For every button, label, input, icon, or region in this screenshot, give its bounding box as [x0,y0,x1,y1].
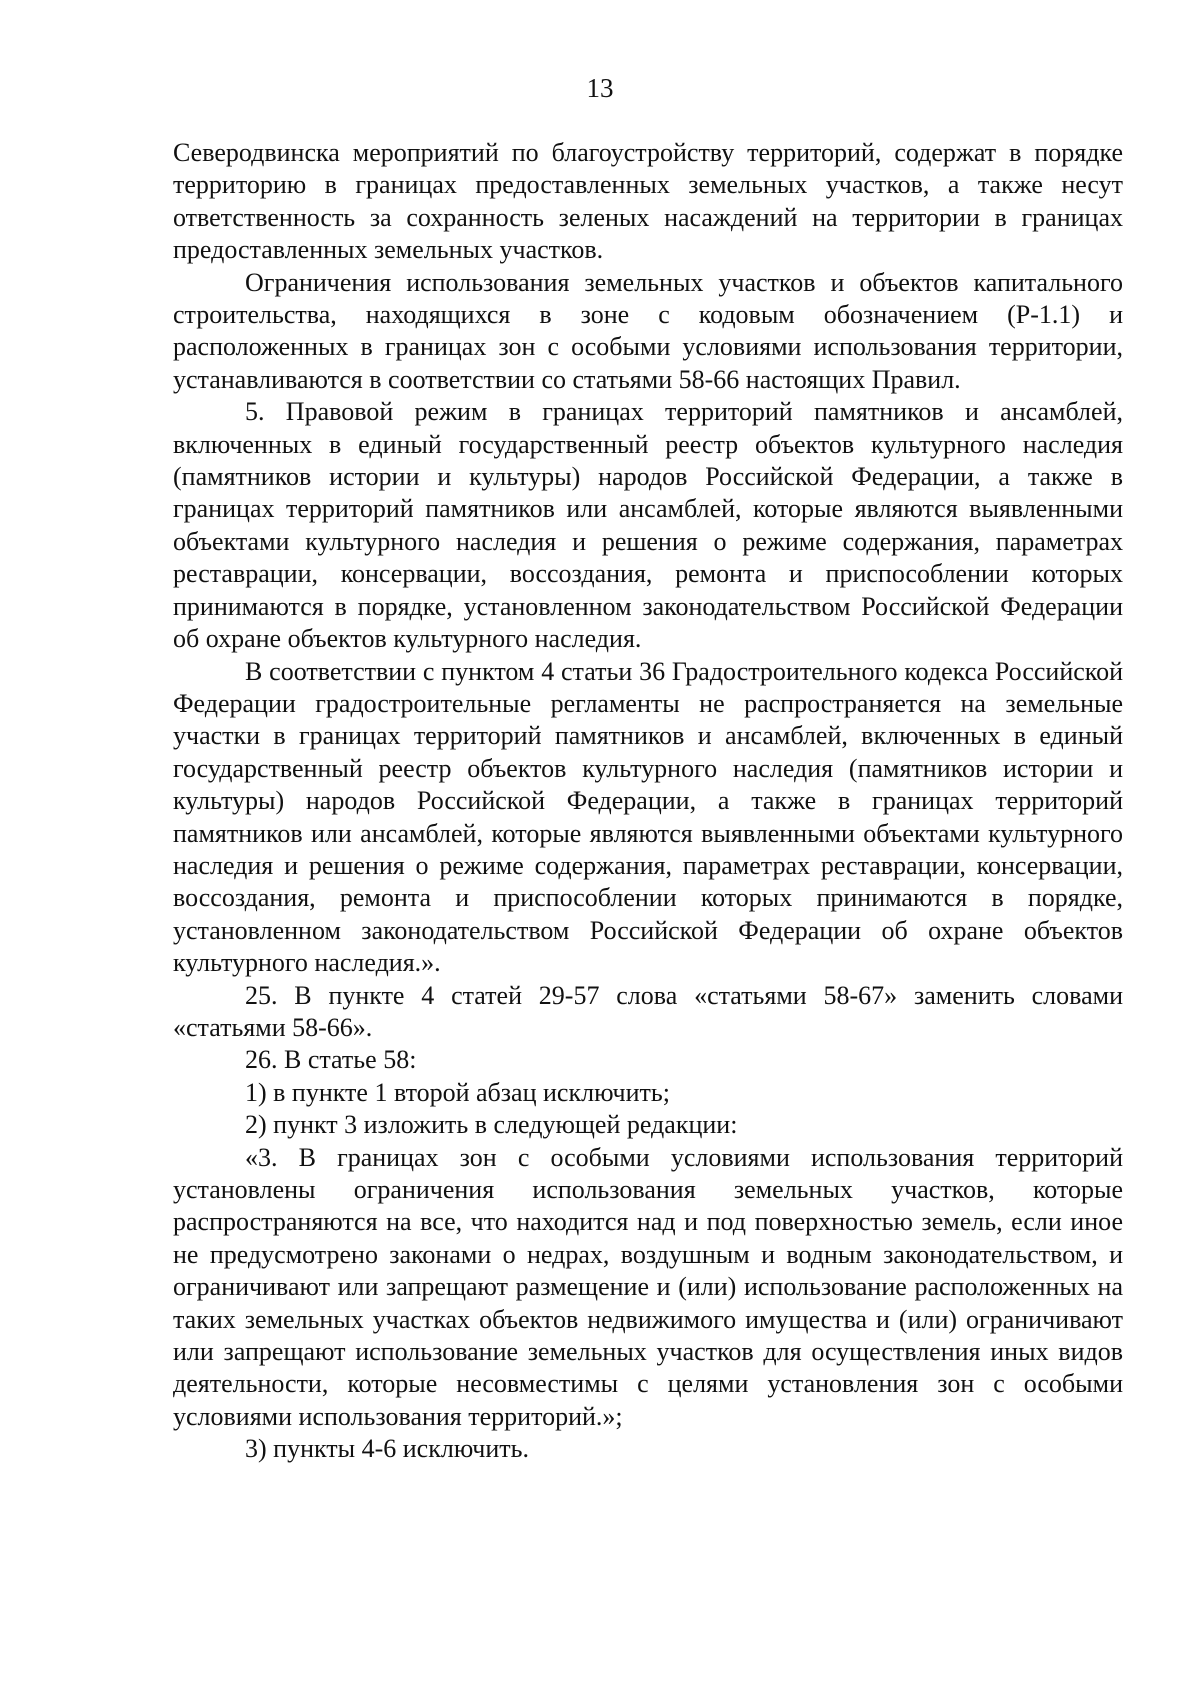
list-item-3: 3) пункты 4-6 исключить. [245,1434,529,1464]
list-item-1: 1) в пункте 1 второй абзац исключить; [245,1077,670,1107]
page-number: 13 [586,73,614,103]
paragraph-item-5: 5. Правовой режим в границах территорий памятников и ансамблей, включенных в единый государственный реестр объектов культурного наследия (памятников истории и культуры) народов Российской Федерации, а также в границах территорий памятников или ансамблей, которые являются выявленными объектами культурного наследия и решения о режиме содержания, параметрах реставрации, консервации, воссоздания, ремонта и приспособлении которых принимаются в порядке, установленном законодательством Российской Федерации об охране объектов культурного наследия. [173,397,1123,654]
paragraph-continuation: Северодвинска мероприятий по благоустройству территорий, содержат в порядке территорию в границах предоставленных земельных участков, а также несут ответственность за сохранность зеленых насаждений на территории в границах предоставленных земельных участков. [173,138,1123,265]
paragraph-item-25: 25. В пункте 4 статей 29-57 слова «статьями 58-67» заменить словами «статьями 58-66». [173,980,1123,1042]
paragraph-point-3-text: «3. В границах зон с особыми условиями использования территорий установлены ограничения использования земельных участков, которые распространяются на все, что находится над и под поверхностью земель, если иное не предусмотрено законами о недрах, воздушным и водным законодательством, и ограничивают или запрещают размещение и (или) использование расположенных на таких земельных участках объектов недвижимого имущества и (или) ограничивают или запрещают использование земельных участков для осуществления иных видов деятельности, которые несовместимы с целями установления зон с особыми условиями использования территорий.»; [173,1142,1123,1431]
paragraph-article-36: В соответствии с пунктом 4 статьи 36 Градостроительного кодекса Российской Федерации градостроительные регламенты не распространяется на земельные участки в границах территорий памятников и ансамблей, включенных в единый государственный реестр объектов культурного наследия (памятников истории и культуры) народов Российской Федерации, а также в границах территорий памятников или ансамблей, которые являются выявленными объектами культурного наследия и решения о режиме содержания, параметрах реставрации, консервации, воссоздания, ремонта и приспособлении которых принимаются в порядке, установленном законодательством Российской Федерации об охране объектов культурного наследия.». [173,656,1123,978]
paragraph-restrictions: Ограничения использования земельных участков и объектов капитального строительства, находящихся в зоне с кодовым обозначением (Р-1.1) и расположенных в границах зон с особыми условиями использования территории, устанавливаются в соответствии со статьями 58-66 настоящих Правил. [173,267,1123,394]
paragraph-item-26: 26. В статье 58: [245,1045,417,1075]
document-body [173,137,1123,1466]
list-item-2: 2) пункт 3 изложить в следующей редакции: [245,1110,738,1140]
